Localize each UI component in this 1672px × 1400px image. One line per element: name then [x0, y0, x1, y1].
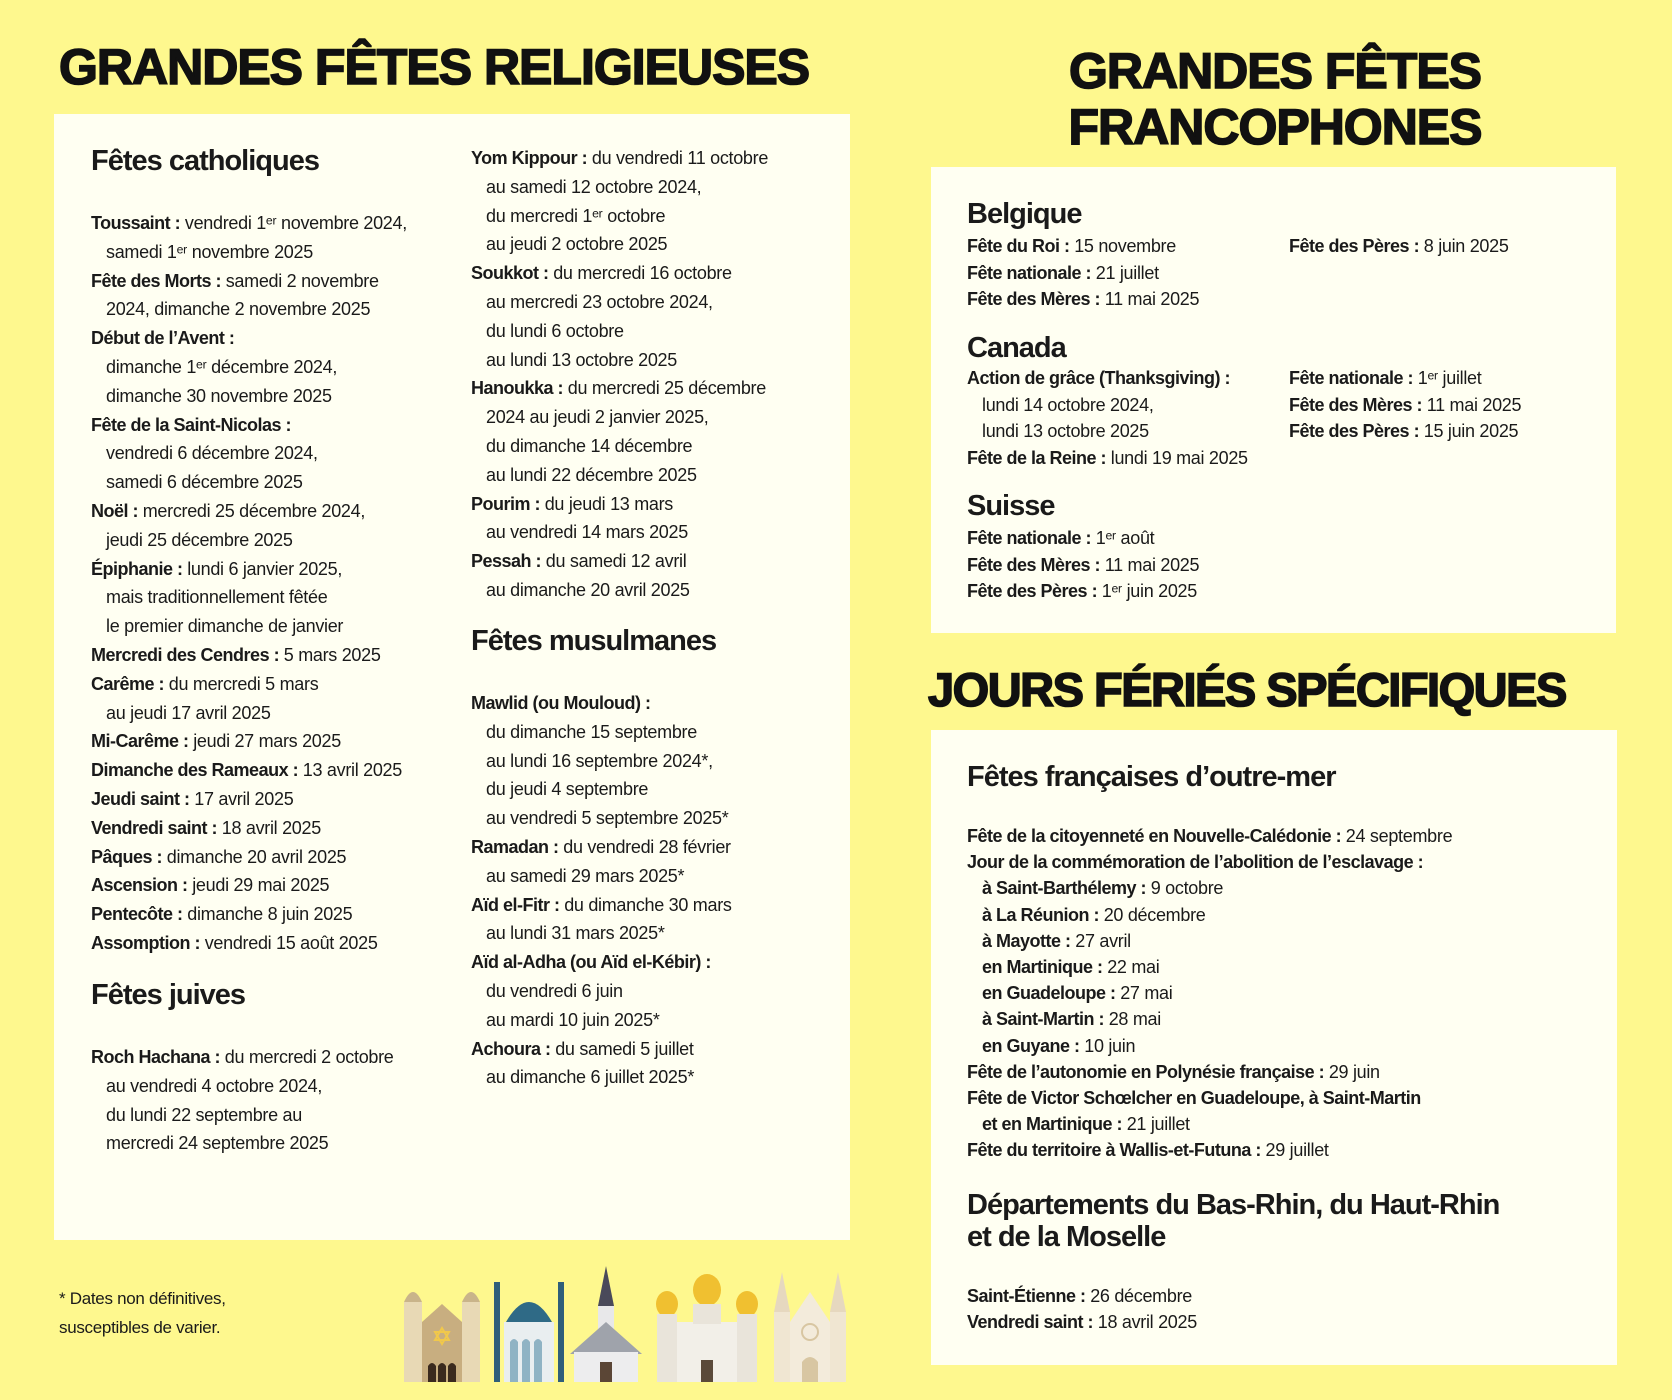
item-value: 29 juillet [1260, 1140, 1329, 1161]
list-item [967, 928, 1452, 954]
item-value: du vendredi 28 février [558, 836, 731, 857]
item-continuation: mais traditionnellement fêtée [106, 587, 328, 608]
item-continuation: au lundi 31 mars 2025* [486, 923, 665, 944]
item-label: Saint-Étienne : [967, 1286, 1086, 1306]
item-value: 17 avril 2025 [189, 788, 294, 809]
item-label: Jeudi saint : [91, 788, 190, 809]
item-continuation: lundi 13 octobre 2025 [982, 421, 1149, 442]
list-item [471, 891, 732, 920]
item-value: lundi 6 janvier 2025, [182, 558, 343, 579]
item-label: à La Réunion : [982, 904, 1100, 925]
list-item [91, 1043, 394, 1072]
list-item [967, 1309, 1197, 1335]
muslim-heading: Fêtes musulmanes [471, 625, 717, 657]
item-value: 1ᵉʳ juillet [1413, 368, 1482, 388]
item-label: Soukkot : [471, 263, 549, 284]
item-value: 18 avril 2025 [1093, 1312, 1197, 1333]
item-label: Fête de la citoyenneté en Nouvelle-Calédonie : [967, 826, 1342, 846]
list-item [91, 267, 407, 296]
list-item [967, 980, 1452, 1006]
item-value: 9 octobre [1146, 878, 1224, 899]
item-label: Roch Hachana : [91, 1047, 221, 1067]
item-continuation: du vendredi 6 juin [486, 980, 623, 1001]
item-continuation: du jeudi 4 septembre [486, 779, 649, 800]
item-label: Ramadan : [471, 836, 559, 857]
list-item [91, 497, 407, 526]
list-item [91, 843, 407, 872]
footnote [59, 1284, 226, 1342]
list-item [967, 1137, 1452, 1163]
synagogue-icon [404, 1292, 480, 1382]
item-label: Fête nationale : [1289, 368, 1414, 388]
canada-heading: Canada [967, 332, 1066, 364]
alsace-heading [967, 1189, 1499, 1253]
item-continuation: jeudi 25 décembre 2025 [106, 529, 293, 550]
item-continuation: du lundi 22 septembre au [106, 1104, 302, 1125]
item-value: 20 décembre [1099, 904, 1206, 925]
item-value: 21 juillet [1091, 262, 1159, 283]
item-value: 11 mai 2025 [1422, 394, 1522, 415]
item-continuation: du dimanche 15 septembre [486, 721, 697, 742]
item-label: Fête de Victor Schœlcher en Guadeloupe, à Saint-Martin [967, 1087, 1421, 1108]
item-label: Yom Kippour : [471, 148, 588, 168]
item-value: du mercredi 25 décembre [563, 378, 766, 399]
item-continuation: au dimanche 6 juillet 2025* [486, 1067, 695, 1088]
item-continuation: au mercredi 23 octobre 2024, [486, 291, 713, 312]
list-item [91, 900, 407, 929]
catholic-list [91, 209, 407, 958]
item-value: jeudi 29 mai 2025 [187, 875, 330, 896]
item-continuation: au lundi 22 décembre 2025 [486, 464, 697, 485]
item-label: Pentecôte : [91, 904, 183, 925]
item-continuation: au samedi 29 mars 2025* [486, 865, 685, 886]
list-item [967, 875, 1452, 901]
list-item [471, 259, 768, 288]
item-label: en Guyane : [982, 1035, 1080, 1056]
francophone-title-line1: GRANDES FÊTES [1068, 43, 1482, 99]
list-item [967, 445, 1248, 472]
item-value: du dimanche 30 mars [559, 894, 732, 915]
list-item [967, 260, 1199, 287]
list-item [967, 552, 1199, 579]
item-label: Aïd el-Fitr : [471, 894, 560, 915]
suisse-list [967, 525, 1199, 605]
footnote-line2: susceptibles de varier. [59, 1318, 221, 1337]
list-item [1289, 365, 1521, 392]
item-label: Jour de la commémoration de l’abolition de l’esclavage : [967, 852, 1424, 873]
item-label: Toussaint : [91, 213, 181, 233]
list-item [91, 871, 407, 900]
item-continuation: au vendredi 14 mars 2025 [486, 522, 688, 543]
item-continuation: dimanche 1ᵉʳ décembre 2024, [106, 356, 338, 377]
item-label: Mercredi des Cendres : [91, 644, 280, 665]
list-item [91, 756, 407, 785]
list-item [91, 814, 407, 843]
item-label: Fête du Roi : [967, 236, 1070, 256]
item-continuation: au jeudi 2 octobre 2025 [486, 234, 668, 255]
footnote-line1: * Dates non définitives, [59, 1289, 226, 1308]
alsace-heading-line1: Départements du Bas-Rhin, du Haut-Rhin [967, 1189, 1500, 1221]
item-label: Fête des Mères : [967, 289, 1101, 310]
item-value: 29 juin [1324, 1061, 1380, 1082]
item-value: 1ᵉʳ août [1091, 528, 1155, 548]
item-value: vendredi 15 août 2025 [200, 932, 378, 953]
francophone-title-line2: FRANCOPHONES [1068, 99, 1482, 155]
orthodox-church-icon [656, 1274, 758, 1382]
list-item [91, 555, 407, 584]
item-label: Fête de la Reine : [967, 447, 1107, 468]
item-continuation: au vendredi 4 octobre 2024, [106, 1075, 323, 1096]
item-label: Fête des Pères : [967, 581, 1098, 602]
item-label: Mi-Carême : [91, 731, 189, 752]
item-label: Fête de la Saint-Nicolas : [91, 414, 292, 435]
item-label: Fête nationale : [967, 262, 1092, 283]
list-item [967, 1085, 1452, 1111]
list-item [1289, 392, 1521, 419]
item-continuation: mercredi 24 septembre 2025 [106, 1133, 329, 1154]
list-item [967, 233, 1199, 260]
item-label: Fête du territoire à Wallis-et-Futuna : [967, 1140, 1261, 1161]
item-label: Pâques : [91, 846, 163, 867]
item-continuation: au lundi 13 octobre 2025 [486, 349, 677, 370]
item-value: 21 juillet [1122, 1114, 1190, 1135]
list-item [471, 948, 732, 977]
list-item [967, 1059, 1452, 1085]
item-value: samedi 2 novembre [221, 270, 379, 291]
item-value: 22 mai [1102, 956, 1160, 977]
item-label: Action de grâce (Thanksgiving) : [967, 368, 1231, 388]
list-item [1289, 233, 1509, 260]
list-item [91, 785, 407, 814]
item-value: 1ᵉʳ juin 2025 [1097, 581, 1197, 602]
catholic-heading: Fêtes catholiques [91, 145, 319, 177]
item-label: Achoura : [471, 1038, 551, 1059]
item-continuation: du dimanche 14 décembre [486, 435, 693, 456]
item-continuation: au jeudi 17 avril 2025 [106, 702, 271, 723]
canada-list-col2 [1289, 365, 1521, 445]
list-item [967, 1283, 1197, 1309]
religious-title: GRANDES FÊTES RELIGIEUSES [59, 39, 810, 95]
item-label: Vendredi saint : [967, 1312, 1094, 1333]
list-item [471, 833, 732, 862]
item-value: 11 mai 2025 [1100, 554, 1200, 575]
item-label: Assomption : [91, 932, 200, 953]
item-label: Fête des Mères : [1289, 394, 1423, 415]
item-continuation: du lundi 6 octobre [486, 320, 624, 341]
item-value: 27 mai [1115, 983, 1173, 1004]
item-continuation: au mardi 10 juin 2025* [486, 1009, 660, 1030]
item-label: à Mayotte : [982, 930, 1071, 951]
list-item [91, 411, 407, 440]
item-value: vendredi 1ᵉʳ novembre 2024, [180, 213, 407, 233]
outremer-heading: Fêtes françaises d’outre-mer [967, 761, 1336, 793]
jewish-list [91, 1043, 394, 1158]
list-item [967, 1006, 1452, 1032]
item-value: dimanche 20 avril 2025 [162, 846, 347, 867]
item-label: Fête des Pères : [1289, 421, 1420, 442]
list-item [471, 144, 768, 173]
item-label: Fête de l’autonomie en Polynésie française : [967, 1061, 1325, 1082]
jewish-list-continued [471, 144, 768, 605]
list-item [471, 1035, 732, 1064]
item-value: 15 novembre [1069, 236, 1176, 256]
specific-title: JOURS FÉRIÉS SPÉCIFIQUES [928, 663, 1566, 716]
item-value: du samedi 5 juillet [550, 1038, 694, 1059]
list-item [967, 1033, 1452, 1059]
cathedral-icon [774, 1272, 846, 1382]
item-value: 10 juin [1079, 1035, 1136, 1056]
item-value: 11 mai 2025 [1100, 289, 1200, 310]
item-value: du mercredi 16 octobre [548, 263, 732, 284]
item-value: 15 juin 2025 [1419, 421, 1519, 442]
suisse-heading: Suisse [967, 490, 1055, 522]
item-continuation: le premier dimanche de janvier [106, 616, 344, 637]
list-item [471, 490, 768, 519]
item-label: et en Martinique : [982, 1114, 1123, 1135]
item-continuation: 2024, dimanche 2 novembre 2025 [106, 299, 371, 320]
item-continuation: samedi 1ᵉʳ novembre 2025 [106, 241, 313, 262]
item-label: Dimanche des Rameaux : [91, 760, 299, 781]
item-continuation: du mercredi 1ᵉʳ octobre [486, 205, 666, 226]
item-continuation: vendredi 6 décembre 2024, [106, 443, 318, 464]
item-label: Début de l’Avent : [91, 328, 235, 349]
item-value: 26 décembre [1085, 1286, 1192, 1306]
religious-buildings-illustration [400, 1262, 852, 1386]
jewish-heading: Fêtes juives [91, 979, 246, 1011]
item-label: à Saint-Barthélemy : [982, 878, 1147, 899]
list-item [471, 374, 768, 403]
muslim-list [471, 689, 732, 1092]
item-continuation: dimanche 30 novembre 2025 [106, 385, 332, 406]
list-item [967, 286, 1199, 313]
item-label: Hanoukka : [471, 378, 564, 399]
list-item [91, 641, 407, 670]
belgique-list-col2 [1289, 233, 1509, 260]
item-value: 18 avril 2025 [217, 817, 321, 838]
item-value: jeudi 27 mars 2025 [188, 731, 341, 752]
item-continuation: au dimanche 20 avril 2025 [486, 579, 690, 600]
item-value: 24 septembre [1341, 826, 1453, 846]
item-value: du samedi 12 avril [541, 551, 687, 572]
list-item [91, 929, 407, 958]
list-item [967, 365, 1248, 392]
church-icon [570, 1266, 642, 1382]
item-label: Pessah : [471, 551, 542, 572]
item-continuation: samedi 6 décembre 2025 [106, 472, 303, 493]
item-value: 13 avril 2025 [298, 760, 402, 781]
item-label: Pourim : [471, 493, 541, 514]
list-item [967, 578, 1199, 605]
item-value: lundi 19 mai 2025 [1106, 447, 1248, 468]
item-continuation: lundi 14 octobre 2024, [982, 394, 1154, 415]
list-item [967, 525, 1199, 552]
alsace-heading-line2: et de la Moselle [967, 1221, 1166, 1253]
list-item [967, 902, 1452, 928]
item-label: en Guadeloupe : [982, 983, 1116, 1004]
item-label: Aïd al-Adha (ou Aïd el-Kébir) : [471, 952, 711, 973]
list-item [91, 209, 407, 238]
item-label: Fête nationale : [967, 528, 1092, 548]
item-continuation: au vendredi 5 septembre 2025* [486, 808, 729, 829]
item-label: Fête des Pères : [1289, 236, 1420, 256]
item-label: Ascension : [91, 875, 188, 896]
list-item [91, 324, 407, 353]
item-label: à Saint-Martin : [982, 1009, 1105, 1030]
item-value: 28 mai [1104, 1009, 1161, 1030]
list-item [91, 670, 407, 699]
item-label: Noël : [91, 500, 139, 521]
item-value: 5 mars 2025 [279, 644, 381, 665]
outremer-list [967, 823, 1452, 1163]
item-label: Épiphanie : [91, 558, 183, 579]
item-label: Vendredi saint : [91, 817, 218, 838]
item-value: du vendredi 11 octobre [587, 148, 769, 168]
item-value: du mercredi 5 mars [164, 673, 319, 694]
item-continuation: 2024 au jeudi 2 janvier 2025, [486, 407, 709, 428]
list-item [967, 849, 1452, 875]
item-value: 8 juin 2025 [1419, 236, 1509, 256]
item-value: du mercredi 2 octobre [220, 1047, 394, 1067]
alsace-list [967, 1283, 1197, 1335]
item-value: 27 avril [1070, 930, 1131, 951]
item-label: Fête des Mères : [967, 554, 1101, 575]
item-label: en Martinique : [982, 956, 1103, 977]
belgique-list-col1 [967, 233, 1199, 313]
list-item [471, 689, 732, 718]
list-item [471, 547, 768, 576]
list-item [967, 1111, 1452, 1137]
list-item [1289, 418, 1521, 445]
item-value: dimanche 8 juin 2025 [182, 904, 353, 925]
list-item [967, 954, 1452, 980]
list-item [967, 823, 1452, 849]
belgique-heading: Belgique [967, 198, 1082, 230]
mosque-icon [494, 1282, 564, 1382]
item-continuation: au lundi 16 septembre 2024*, [486, 750, 713, 771]
list-item [91, 727, 407, 756]
item-value: mercredi 25 décembre 2024, [138, 500, 366, 521]
item-label: Fête des Morts : [91, 270, 222, 291]
item-label: Mawlid (ou Mouloud) : [471, 693, 651, 713]
canada-list-col1 [967, 365, 1248, 471]
item-label: Carême : [91, 673, 165, 694]
item-value: du jeudi 13 mars [540, 493, 673, 514]
item-continuation: au samedi 12 octobre 2024, [486, 176, 702, 197]
